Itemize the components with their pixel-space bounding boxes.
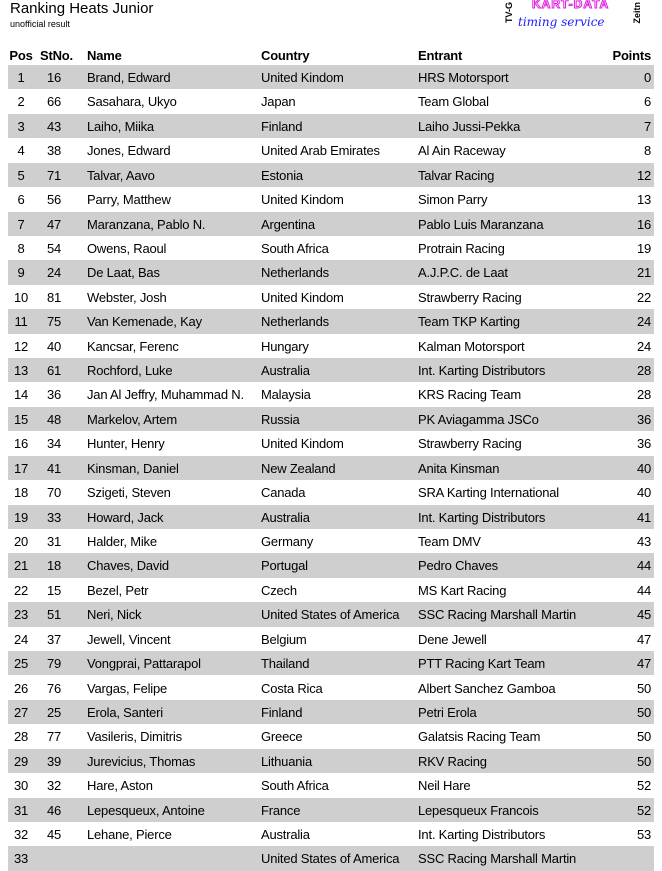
cell-country: United Kindom [261, 436, 344, 452]
cell-country: South Africa [261, 240, 329, 256]
cell-points: 22 [636, 289, 651, 305]
cell-stno: 31 [46, 533, 62, 549]
cell-name: Lepesqueux, Antoine [87, 802, 205, 818]
kart-data-logo [518, 0, 626, 34]
cell-name: Hare, Aston [87, 778, 153, 794]
cell-entrant: Kalman Motorsport [418, 338, 525, 354]
cell-entrant: Protrain Racing [418, 240, 505, 256]
cell-country: Germany [261, 533, 314, 549]
cell-points: 0 [643, 70, 651, 85]
cell-name: Rochford, Luke [87, 363, 173, 379]
cell-name: Vasileris, Dimitris [87, 729, 182, 745]
cell-stno: 34 [46, 436, 62, 452]
cell-country: Australia [261, 509, 310, 525]
table-row [8, 431, 654, 455]
cell-points: 47 [636, 656, 651, 672]
cell-points: 53 [636, 827, 651, 843]
cell-points: 7 [643, 118, 651, 134]
cell-stno: 16 [46, 70, 62, 85]
cell-entrant: Petri Erola [418, 704, 477, 720]
cell-country: United Arab Emirates [261, 143, 380, 159]
cell-name: Owens, Raoul [87, 240, 167, 256]
table-row [8, 309, 654, 333]
cell-stno: 76 [46, 680, 62, 696]
cell-stno: 33 [46, 509, 62, 525]
cell-country: Russia [261, 411, 300, 427]
table-row [8, 480, 654, 504]
cell-pos: 19 [13, 509, 29, 525]
cell-points: 50 [636, 729, 651, 745]
table-row [8, 187, 654, 211]
cell-pos: 26 [13, 680, 29, 696]
cell-pos: 28 [13, 729, 29, 745]
table-row [8, 163, 654, 187]
table-row [8, 529, 654, 553]
cell-country: Finland [261, 118, 303, 134]
cell-pos: 7 [17, 216, 25, 232]
cell-name: Neri, Nick [87, 607, 142, 623]
table-row [8, 798, 654, 822]
cell-country: Greece [261, 729, 303, 745]
cell-country: Lithuania [261, 753, 312, 769]
cell-pos: 8 [17, 240, 25, 256]
cell-stno: 38 [46, 143, 62, 159]
cell-stno: 61 [46, 363, 62, 379]
cell-country: Estonia [261, 167, 303, 183]
cell-pos: 15 [13, 411, 29, 427]
cell-entrant: Lepesqueux Francois [418, 802, 539, 818]
cell-name: Halder, Mike [87, 533, 157, 549]
cell-points: 43 [636, 533, 651, 549]
cell-name: Sasahara, Ukyo [87, 94, 177, 110]
cell-points: 24 [636, 314, 651, 330]
page-subtitle: unofficial result [10, 19, 70, 29]
table-row [8, 553, 654, 577]
cell-country: Portugal [261, 558, 308, 574]
cell-stno: 39 [46, 753, 62, 769]
table-row [8, 285, 654, 309]
cell-stno: 51 [46, 607, 62, 623]
cell-name: Chaves, David [87, 558, 169, 574]
cell-pos: 30 [13, 778, 29, 794]
table-row [8, 505, 654, 529]
table-row [8, 749, 654, 773]
cell-points: 52 [636, 778, 651, 794]
header-pos: Pos [9, 48, 33, 63]
table-row [8, 456, 654, 480]
header-name: Name [87, 48, 122, 63]
logo-timing: timing service [518, 15, 605, 29]
cell-stno: 71 [46, 167, 62, 183]
cell-entrant: Albert Sanchez Gamboa [418, 680, 556, 696]
cell-points: 36 [636, 436, 651, 452]
table-row [8, 260, 654, 284]
cell-entrant: HRS Motorsport [418, 70, 509, 85]
cell-name: Kancsar, Ferenc [87, 338, 179, 354]
cell-stno: 15 [46, 582, 62, 598]
cell-pos: 14 [13, 387, 29, 403]
cell-country: Costa Rica [261, 680, 323, 696]
cell-name: Howard, Jack [87, 509, 164, 525]
cell-pos: 16 [13, 436, 29, 452]
cell-name: Szigeti, Steven [87, 485, 171, 501]
header-stno: StNo. [40, 48, 73, 63]
table-row [8, 602, 654, 626]
cell-name: De Laat, Bas [87, 265, 160, 281]
cell-name: Jurevicius, Thomas [87, 753, 196, 769]
cell-name: Laiho, Miika [87, 118, 154, 134]
cell-stno: 25 [46, 704, 62, 720]
cell-country: Canada [261, 485, 306, 501]
cell-points: 50 [636, 680, 651, 696]
cell-name: Jan Al Jeffry, Muhammad N. [87, 387, 244, 403]
cell-entrant: PTT Racing Kart Team [418, 656, 546, 672]
cell-points: 16 [636, 216, 651, 232]
cell-pos: 24 [13, 631, 29, 647]
cell-entrant: Neil Hare [418, 778, 471, 794]
cell-points: 47 [636, 631, 651, 647]
cell-pos: 17 [13, 460, 29, 476]
cell-entrant: Strawberry Racing [418, 289, 522, 305]
cell-points: 36 [636, 411, 651, 427]
cell-entrant: Int. Karting Distributors [418, 509, 546, 525]
table-row [8, 627, 654, 651]
table-row [8, 822, 654, 846]
cell-entrant: Pedro Chaves [418, 558, 498, 574]
logo-brand: KART-DATA [532, 0, 610, 11]
cell-country: Thailand [261, 656, 310, 672]
table-row [8, 578, 654, 602]
cell-pos: 27 [13, 704, 29, 720]
cell-entrant: Simon Parry [418, 192, 488, 208]
cell-country: Netherlands [261, 265, 329, 281]
cell-entrant: SSC Racing Marshall Martin [418, 851, 577, 867]
cell-stno: 24 [46, 265, 62, 281]
cell-country: France [261, 802, 301, 818]
cell-entrant: Team TKP Karting [418, 314, 520, 330]
table-row [8, 773, 654, 797]
cell-points: 24 [636, 338, 651, 354]
cell-pos: 6 [17, 192, 25, 208]
cell-pos: 5 [17, 167, 25, 183]
cell-stno: 66 [46, 94, 62, 110]
cell-country: Japan [261, 94, 296, 110]
table-row [8, 212, 654, 236]
cell-points: 40 [636, 460, 651, 476]
cell-pos: 4 [17, 143, 25, 159]
cell-entrant: Team DMV [418, 533, 481, 549]
cell-stno: 40 [46, 338, 62, 354]
table-row [8, 846, 654, 870]
cell-stno: 47 [46, 216, 62, 232]
header-entrant: Entrant [418, 48, 463, 63]
cell-stno: 37 [46, 631, 62, 647]
cell-country: United States of America [261, 851, 400, 867]
cell-pos: 18 [13, 485, 29, 501]
cell-country: Belgium [261, 631, 307, 647]
cell-name: Parry, Matthew [87, 192, 171, 208]
table-row [8, 65, 654, 89]
cell-stno: 75 [46, 314, 62, 330]
cell-entrant: Dene Jewell [418, 631, 487, 647]
cell-entrant: Anita Kinsman [418, 460, 500, 476]
cell-stno: 79 [46, 656, 62, 672]
cell-points: 44 [636, 582, 651, 598]
cell-entrant: A.J.P.C. de Laat [418, 265, 508, 281]
cell-points: 8 [643, 143, 651, 159]
cell-name: Hunter, Henry [87, 436, 165, 452]
cell-country: Australia [261, 363, 310, 379]
table-row [8, 651, 654, 675]
cell-country: Hungary [261, 338, 309, 354]
cell-pos: 9 [17, 265, 25, 281]
cell-points: 21 [636, 265, 651, 281]
cell-stno: 48 [46, 411, 62, 427]
cell-points: 41 [636, 509, 651, 525]
cell-points: 50 [636, 704, 651, 720]
cell-name: Brand, Edward [87, 70, 171, 85]
cell-country: United States of America [261, 607, 400, 623]
cell-stno: 36 [46, 387, 62, 403]
cell-entrant: Team Global [418, 94, 489, 110]
table-row [8, 724, 654, 748]
cell-pos: 2 [17, 94, 25, 110]
cell-pos: 33 [13, 851, 29, 867]
cell-stno: 41 [46, 460, 62, 476]
page-title: Ranking Heats Junior [10, 0, 154, 17]
table-row [8, 236, 654, 260]
cell-pos: 32 [13, 827, 29, 843]
cell-country: New Zealand [261, 460, 336, 476]
cell-name: Bezel, Petr [87, 582, 149, 598]
cell-country: Czech [261, 582, 297, 598]
cell-name: Vargas, Felipe [87, 680, 168, 696]
cell-pos: 21 [13, 558, 29, 574]
cell-pos: 22 [13, 582, 29, 598]
cell-country: Argentina [261, 216, 315, 232]
cell-pos: 29 [13, 753, 29, 769]
cell-entrant: Int. Karting Distributors [418, 363, 546, 379]
cell-entrant: Laiho Jussi-Pekka [418, 118, 521, 134]
cell-points: 28 [636, 363, 651, 379]
cell-pos: 11 [14, 314, 28, 330]
table-row [8, 114, 654, 138]
cell-pos: 23 [13, 607, 29, 623]
cell-pos: 1 [17, 70, 25, 85]
cell-entrant: MS Kart Racing [418, 582, 507, 598]
cell-entrant: Strawberry Racing [418, 436, 522, 452]
cell-entrant: Int. Karting Distributors [418, 827, 546, 843]
table-row [8, 138, 654, 162]
cell-stno: 77 [46, 729, 62, 745]
cell-country: United Kindom [261, 192, 344, 208]
cell-pos: 12 [13, 338, 29, 354]
cell-country: Finland [261, 704, 303, 720]
cell-country: Malaysia [261, 387, 311, 403]
cell-stno: 43 [46, 118, 62, 134]
cell-entrant: PK Aviagamma JSCo [418, 411, 539, 427]
cell-points: 28 [636, 387, 651, 403]
cell-pos: 3 [17, 118, 25, 134]
cell-entrant: Pablo Luis Maranzana [418, 216, 544, 232]
cell-pos: 10 [13, 289, 29, 305]
cell-country: United Kindom [261, 70, 344, 85]
cell-stno: 45 [46, 827, 62, 843]
table-row [8, 676, 654, 700]
cell-entrant: SSC Racing Marshall Martin [418, 607, 577, 623]
cell-entrant: Galatsis Racing Team [418, 729, 541, 745]
cell-name: Van Kemenade, Kay [87, 314, 202, 330]
cell-name: Kinsman, Daniel [87, 460, 179, 476]
cell-stno: 32 [46, 778, 62, 794]
table-row [8, 358, 654, 382]
table-row [8, 700, 654, 724]
cell-entrant: KRS Racing Team [418, 387, 521, 403]
cell-pos: 13 [13, 363, 29, 379]
logo-left-text: TV-G [504, 2, 514, 24]
cell-name: Lehane, Pierce [87, 827, 172, 843]
cell-country: Netherlands [261, 314, 329, 330]
cell-country: United Kindom [261, 289, 344, 305]
table-row [8, 382, 654, 406]
cell-pos: 25 [13, 656, 29, 672]
cell-entrant: Talvar Racing [418, 167, 495, 183]
cell-pos: 31 [13, 802, 29, 818]
cell-entrant: RKV Racing [418, 753, 487, 769]
table-row [8, 334, 654, 358]
cell-name: Webster, Josh [87, 289, 167, 305]
cell-points: 19 [636, 240, 651, 256]
cell-stno: 18 [46, 558, 62, 574]
cell-stno: 54 [46, 240, 62, 256]
cell-entrant: Al Ain Raceway [418, 143, 506, 159]
cell-points: 13 [636, 192, 651, 208]
cell-stno: 70 [46, 485, 62, 501]
cell-points: 44 [636, 558, 651, 574]
cell-name: Jones, Edward [87, 143, 171, 159]
cell-points: 45 [636, 607, 651, 623]
cell-points: 52 [636, 802, 651, 818]
cell-name: Maranzana, Pablo N. [87, 216, 206, 232]
cell-points: 50 [636, 753, 651, 769]
table-row [8, 407, 654, 431]
cell-name: Talvar, Aavo [87, 167, 155, 183]
cell-entrant: SRA Karting International [418, 485, 559, 501]
header-points: Points [612, 48, 651, 63]
cell-name: Erola, Santeri [87, 704, 163, 720]
cell-pos: 20 [13, 533, 29, 549]
table-header [8, 43, 654, 67]
cell-stno: 81 [46, 289, 62, 305]
table-row [8, 89, 654, 113]
logo-right-text: Zeitn [632, 2, 642, 24]
header-country: Country [261, 48, 310, 63]
cell-name: Jewell, Vincent [87, 631, 171, 647]
cell-points: 12 [636, 167, 651, 183]
cell-points: 40 [636, 485, 651, 501]
cell-name: Markelov, Artem [87, 411, 177, 427]
cell-stno: 46 [46, 802, 62, 818]
cell-points: 6 [643, 94, 651, 110]
cell-name: Vongprai, Pattarapol [87, 656, 201, 672]
cell-country: South Africa [261, 778, 329, 794]
cell-country: Australia [261, 827, 310, 843]
cell-stno: 56 [46, 192, 62, 208]
